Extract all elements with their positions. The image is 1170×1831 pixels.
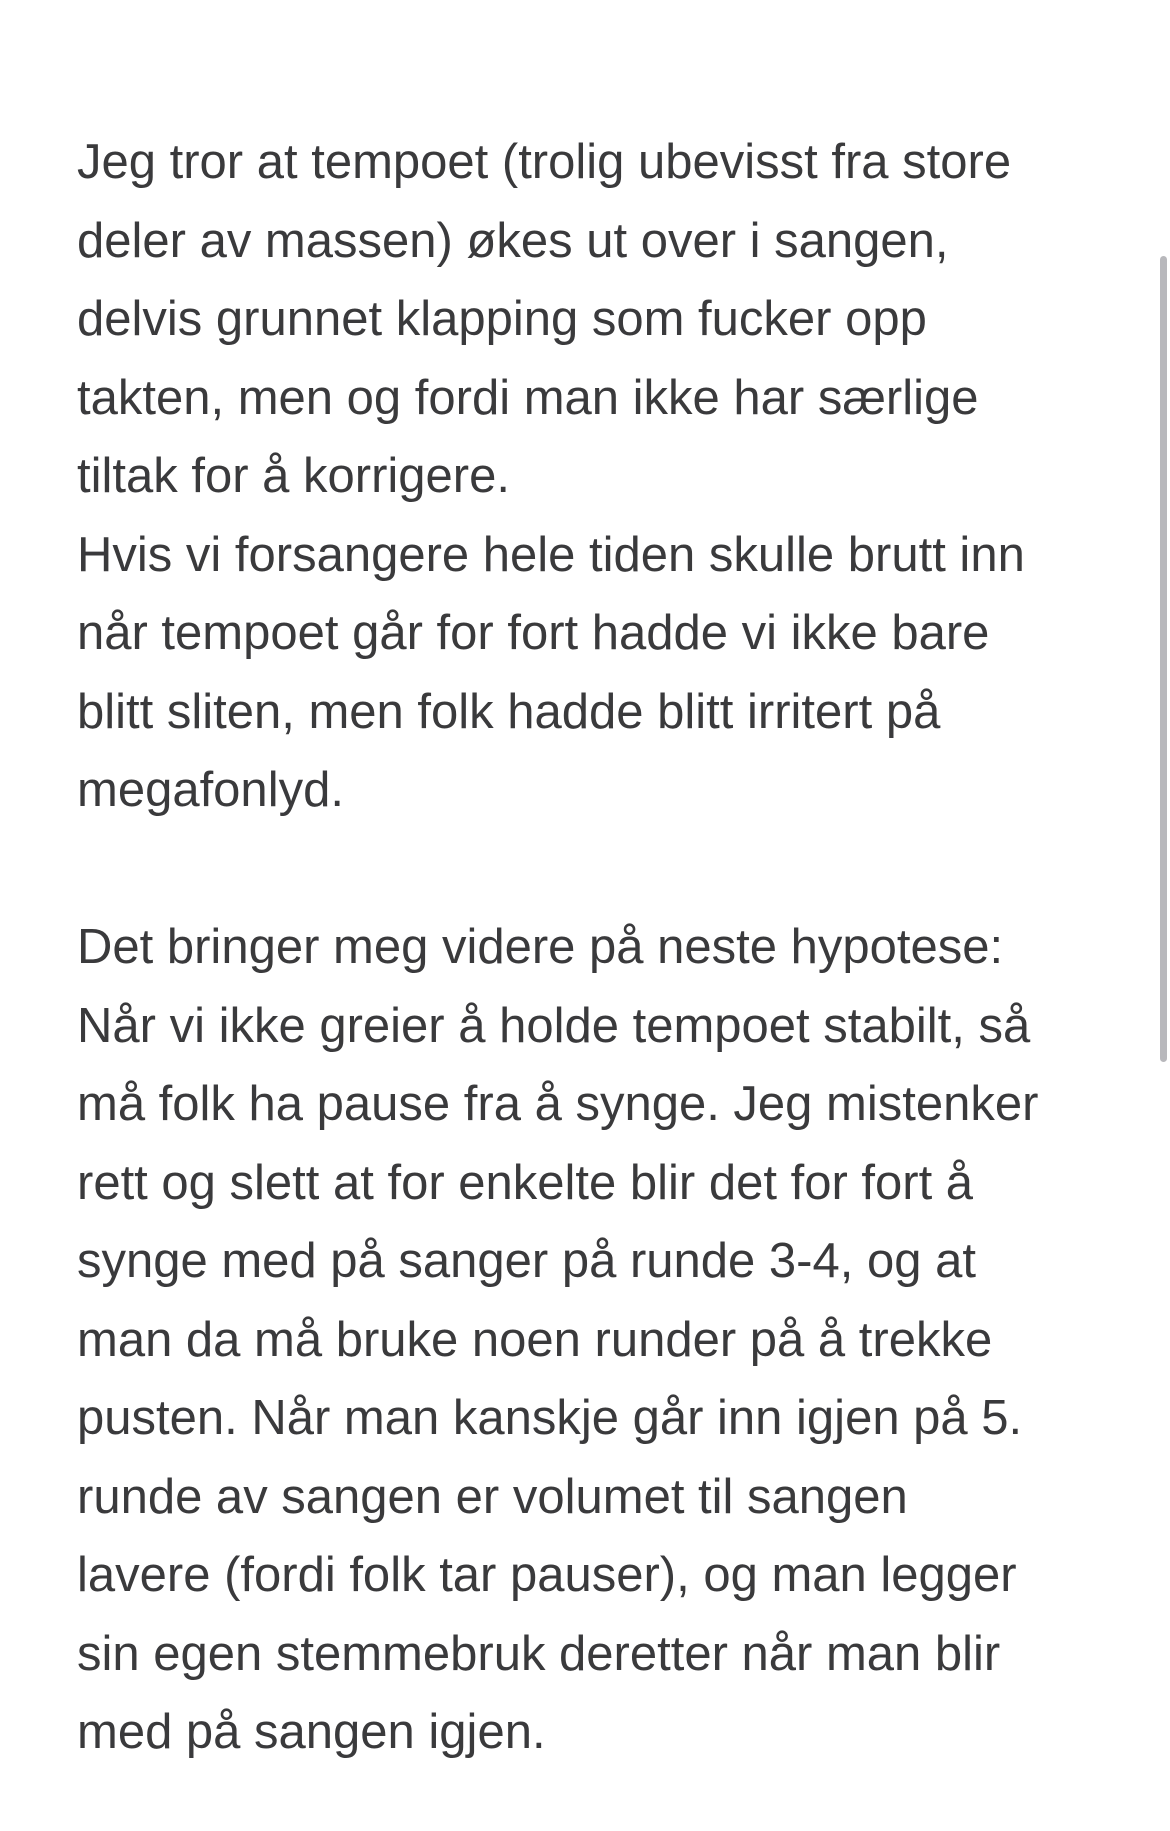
text-line: Når vi ikke greier å holde tempoet stabilt, så — [77, 998, 1031, 1053]
text-line: Det bringer meg videre på neste hypotese: — [77, 920, 1004, 974]
text-line: Jeg tror at tempoet (trolig ubevisst fra store — [77, 135, 1012, 189]
text-line: pusten. Når man kanskje går inn igjen på 5. — [77, 1391, 1023, 1445]
text-line: rett og slett at for enkelte blir det for fort å — [77, 1155, 974, 1210]
text-line: blitt sliten, men folk hadde blitt irritert på — [77, 684, 941, 739]
text-line: deler av massen) økes ut over i sangen, — [77, 213, 949, 268]
text-line: Hvis vi forsangere hele tiden skulle brutt inn — [77, 527, 1025, 582]
vertical-scrollbar[interactable] — [1156, 0, 1170, 1831]
text-line: delvis grunnet klapping som fucker opp — [77, 292, 927, 346]
text-line: man da må bruke noen runder på å trekke — [77, 1312, 993, 1367]
text-line: når tempoet går for fort hadde vi ikke bare — [77, 606, 990, 660]
text-line: tiltak for å korrigere. — [77, 449, 510, 503]
text-line: sin egen stemmebruk deretter når man blir — [77, 1626, 1001, 1681]
paragraph-1 — [77, 123, 1117, 830]
paragraph-spacer — [77, 830, 1117, 909]
text-line: med på sangen igjen. — [77, 1705, 546, 1759]
text-line: synge med på sanger på runde 3-4, og at — [77, 1234, 976, 1288]
text-line: må folk ha pause fra å synge. Jeg mistenker — [77, 1077, 1039, 1131]
paragraph-2 — [77, 908, 1117, 1772]
text-line: takten, men og fordi man ikke har særlige — [77, 370, 979, 425]
text-line: megafonlyd. — [77, 763, 344, 817]
note-body[interactable] — [77, 123, 1117, 1772]
scrollbar-thumb[interactable] — [1160, 256, 1167, 1062]
text-line: runde av sangen er volumet til sangen — [77, 1469, 908, 1524]
text-line: lavere (fordi folk tar pauser), og man legger — [77, 1548, 1017, 1602]
